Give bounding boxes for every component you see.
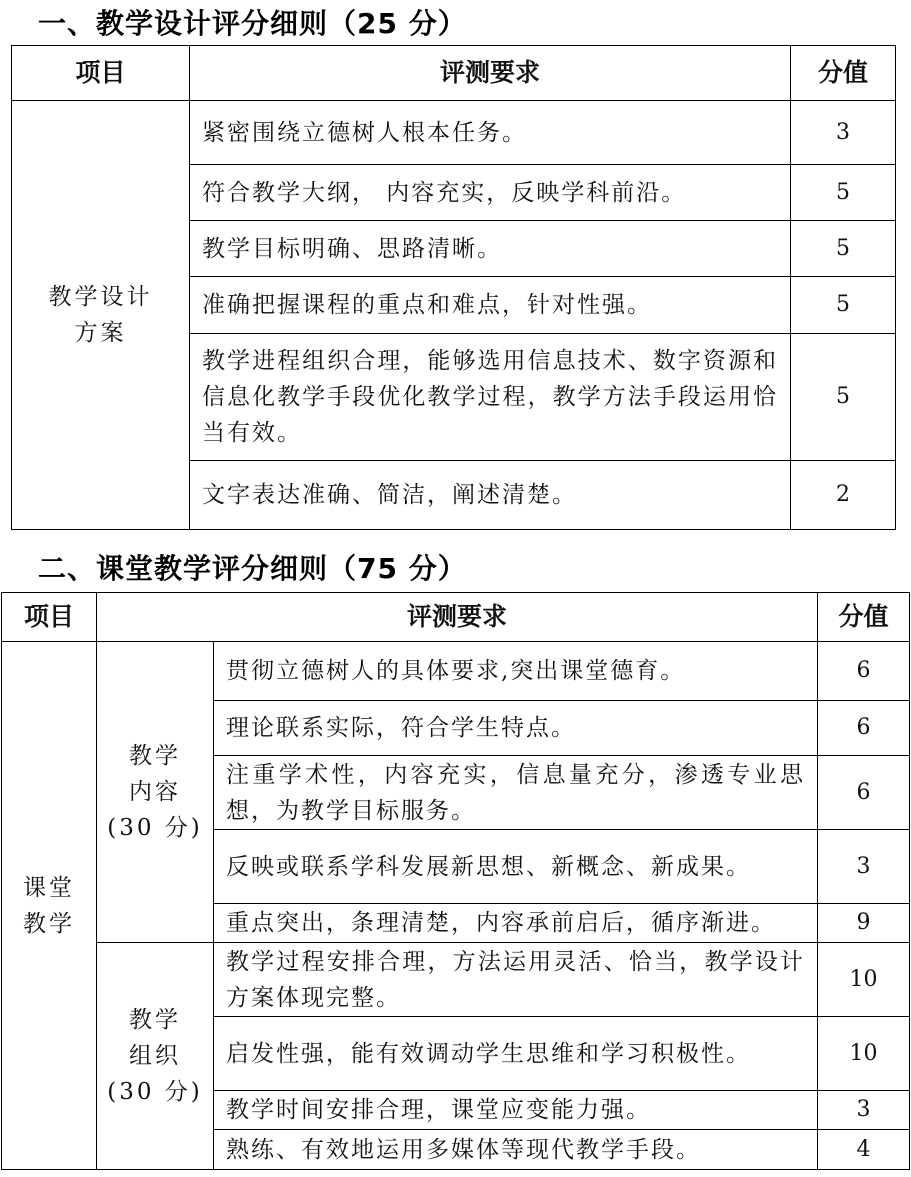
header-score: 分值 — [818, 593, 910, 642]
table-row — [12, 101, 896, 165]
group-line: (30 分) — [107, 815, 203, 841]
requirement-cell: 教学进程组织合理，能够选用信息技术、数字资源和信息化教学手段优化教学过程，教学方法手段运用恰当有效。 — [190, 334, 791, 461]
requirement-cell: 紧密围绕立德树人根本任务。 — [190, 101, 791, 165]
header-item: 项目 — [2, 593, 97, 642]
score-cell: 5 — [791, 221, 896, 277]
score-cell: 3 — [818, 830, 910, 904]
requirement-cell: 注重学术性，内容充实，信息量充分，渗透专业思想，为教学目标服务。 — [214, 756, 818, 830]
score-cell: 6 — [818, 701, 910, 756]
score-cell: 3 — [818, 1091, 910, 1130]
group-line: 教学 — [129, 1007, 181, 1033]
score-cell: 10 — [818, 1017, 910, 1091]
table-header-row — [12, 46, 896, 101]
group-cell-content — [97, 642, 214, 943]
score-cell: 10 — [818, 943, 910, 1017]
requirement-cell: 准确把握课程的重点和难点，针对性强。 — [190, 277, 791, 334]
requirement-cell: 教学目标明确、思路清晰。 — [190, 221, 791, 277]
category-line: 课堂 — [23, 874, 75, 901]
score-cell: 5 — [791, 165, 896, 221]
header-requirement: 评测要求 — [97, 593, 818, 642]
section2-heading: 二、课堂教学评分细则（75 分） — [38, 552, 467, 585]
requirement-cell: 贯彻立德树人的具体要求,突出课堂德育。 — [214, 642, 818, 701]
requirement-cell: 教学时间安排合理，课堂应变能力强。 — [214, 1091, 818, 1130]
category-line: 教学设计 — [48, 284, 153, 310]
table-row — [2, 943, 910, 1017]
category-line: 方案 — [74, 320, 127, 346]
header-requirement: 评测要求 — [190, 46, 791, 101]
requirement-cell: 启发性强，能有效调动学生思维和学习积极性。 — [214, 1017, 818, 1091]
score-cell: 9 — [818, 904, 910, 943]
score-cell: 2 — [791, 461, 896, 530]
score-cell: 3 — [791, 101, 896, 165]
group-line: 内容 — [129, 779, 181, 805]
score-cell: 6 — [818, 756, 910, 830]
group-line: 组织 — [129, 1043, 181, 1069]
design-scoring-table — [11, 45, 896, 530]
requirement-cell: 反映或联系学科发展新思想、新概念、新成果。 — [214, 830, 818, 904]
group-line: (30 分) — [107, 1079, 203, 1105]
score-cell: 5 — [791, 334, 896, 461]
requirement-cell: 理论联系实际，符合学生特点。 — [214, 701, 818, 756]
header-score: 分值 — [791, 46, 896, 101]
category-line: 教学 — [23, 910, 75, 937]
table-header-row — [2, 593, 910, 642]
score-cell: 4 — [818, 1130, 910, 1170]
requirement-cell: 符合教学大纲， 内容充实，反映学科前沿。 — [190, 165, 791, 221]
section1-heading: 一、教学设计评分细则（25 分） — [38, 7, 467, 40]
table-row — [2, 642, 910, 701]
requirement-cell: 教学过程安排合理，方法运用灵活、恰当，教学设计方案体现完整。 — [214, 943, 818, 1017]
group-line: 教学 — [129, 743, 181, 769]
header-item: 项目 — [12, 46, 190, 101]
score-cell: 5 — [791, 277, 896, 334]
requirement-cell: 重点突出，条理清楚，内容承前启后，循序渐进。 — [214, 904, 818, 943]
score-cell: 6 — [818, 642, 910, 701]
category-cell — [2, 642, 97, 1170]
requirement-cell: 文字表达准确、简洁，阐述清楚。 — [190, 461, 791, 530]
group-cell-organization — [97, 943, 214, 1170]
category-cell — [12, 101, 190, 530]
requirement-cell: 熟练、有效地运用多媒体等现代教学手段。 — [214, 1130, 818, 1170]
classroom-scoring-table — [1, 592, 910, 1170]
